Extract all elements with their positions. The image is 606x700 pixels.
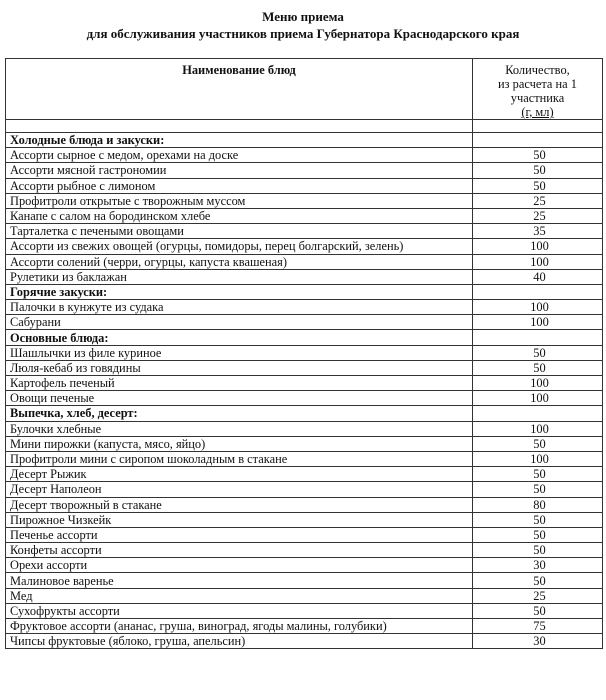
quantity-header-line1: Количество, — [505, 63, 570, 77]
category-name: Основные блюда: — [6, 330, 473, 345]
dish-name: Профитроли мини с сиропом шоколадным в стакане — [6, 451, 473, 466]
dish-name: Мини пирожки (капуста, мясо, яйцо) — [6, 436, 473, 451]
table-row — [6, 451, 603, 466]
dish-name: Конфеты ассорти — [6, 543, 473, 558]
table-row — [6, 436, 603, 451]
menu-table-body — [6, 120, 603, 649]
table-row — [6, 254, 603, 269]
dish-quantity: 50 — [473, 178, 603, 193]
category-row — [6, 284, 603, 299]
dish-quantity: 100 — [473, 315, 603, 330]
dish-name: Фруктовое ассорти (ананас, груша, виноград, ягоды малины, голубики) — [6, 619, 473, 634]
dish-quantity: 100 — [473, 239, 603, 254]
column-header-name-label: Наименование блюд — [182, 63, 296, 77]
dish-name: Мед — [6, 588, 473, 603]
dish-quantity: 100 — [473, 451, 603, 466]
dish-name: Ассорти из свежих овощей (огурцы, помидоры, перец болгарский, зелень) — [6, 239, 473, 254]
table-row — [6, 193, 603, 208]
dish-name: Канапе с салом на бородинском хлебе — [6, 208, 473, 223]
dish-quantity: 50 — [473, 482, 603, 497]
table-header-row — [6, 59, 603, 120]
dish-quantity: 50 — [473, 527, 603, 542]
dish-quantity: 100 — [473, 421, 603, 436]
dish-quantity: 25 — [473, 208, 603, 223]
table-row — [6, 163, 603, 178]
table-row — [6, 148, 603, 163]
dish-quantity: 50 — [473, 603, 603, 618]
table-row — [6, 239, 603, 254]
dish-name: Ассорти мясной гастрономии — [6, 163, 473, 178]
dish-quantity: 30 — [473, 558, 603, 573]
dish-quantity: 100 — [473, 391, 603, 406]
dish-quantity: 100 — [473, 376, 603, 391]
dish-name: Ассорти рыбное с лимоном — [6, 178, 473, 193]
dish-name: Малиновое варенье — [6, 573, 473, 588]
quantity-header-line3: участника — [510, 91, 565, 105]
dish-quantity: 35 — [473, 224, 603, 239]
document-title: Меню приема — [262, 9, 344, 24]
category-name: Холодные блюда и закуски: — [6, 133, 473, 148]
dish-quantity: 80 — [473, 497, 603, 512]
dish-quantity: 25 — [473, 193, 603, 208]
dish-name: Ассорти сырное с медом, орехами на доске — [6, 148, 473, 163]
dish-name: Сабурани — [6, 315, 473, 330]
table-row — [6, 527, 603, 542]
column-header-quantity — [473, 59, 603, 120]
table-row — [6, 482, 603, 497]
table-row — [6, 224, 603, 239]
table-row — [6, 269, 603, 284]
dish-name: Булочки хлебные — [6, 421, 473, 436]
table-row — [6, 497, 603, 512]
spacer-cell — [473, 120, 603, 133]
dish-quantity: 50 — [473, 360, 603, 375]
category-name: Горячие закуски: — [6, 284, 473, 299]
dish-quantity: 25 — [473, 588, 603, 603]
dish-quantity: 75 — [473, 619, 603, 634]
quantity-header-line4: (г, мл) — [521, 105, 554, 119]
dish-quantity: 100 — [473, 254, 603, 269]
dish-name: Сухофрукты ассорти — [6, 603, 473, 618]
table-row — [6, 300, 603, 315]
dish-quantity: 40 — [473, 269, 603, 284]
dish-name: Десерт творожный в стакане — [6, 497, 473, 512]
dish-name: Печенье ассорти — [6, 527, 473, 542]
dish-name: Люля-кебаб из говядины — [6, 360, 473, 375]
category-name: Выпечка, хлеб, десерт: — [6, 406, 473, 421]
table-row — [6, 603, 603, 618]
table-row — [6, 619, 603, 634]
dish-quantity: 50 — [473, 163, 603, 178]
dish-name: Тарталетка с печеными овощами — [6, 224, 473, 239]
dish-quantity: 50 — [473, 436, 603, 451]
table-row — [6, 315, 603, 330]
dish-name: Шашлычки из филе куриное — [6, 345, 473, 360]
dish-name: Профитроли открытые с творожным муссом — [6, 193, 473, 208]
dish-quantity: 50 — [473, 345, 603, 360]
table-row — [6, 573, 603, 588]
spacer-cell — [6, 120, 473, 133]
table-row — [6, 345, 603, 360]
dish-quantity: 30 — [473, 634, 603, 649]
category-row — [6, 330, 603, 345]
dish-quantity — [473, 406, 603, 421]
table-spacer-row — [6, 120, 603, 133]
dish-name: Овощи печеные — [6, 391, 473, 406]
dish-name: Ассорти солений (черри, огурцы, капуста квашеная) — [6, 254, 473, 269]
column-header-name — [6, 59, 473, 120]
table-row — [6, 421, 603, 436]
dish-name: Пирожное Чизкейк — [6, 512, 473, 527]
dish-name: Палочки в кунжуте из судака — [6, 300, 473, 315]
table-row — [6, 360, 603, 375]
document-subtitle: для обслуживания участников приема Губернатора Краснодарского края — [86, 26, 520, 41]
table-row — [6, 634, 603, 649]
dish-quantity: 50 — [473, 148, 603, 163]
dish-quantity — [473, 133, 603, 148]
dish-quantity: 100 — [473, 300, 603, 315]
table-row — [6, 512, 603, 527]
dish-quantity — [473, 284, 603, 299]
table-row — [6, 543, 603, 558]
table-row — [6, 208, 603, 223]
dish-name: Картофель печеный — [6, 376, 473, 391]
menu-table — [5, 58, 603, 649]
dish-quantity: 50 — [473, 512, 603, 527]
dish-quantity: 50 — [473, 467, 603, 482]
dish-quantity: 50 — [473, 573, 603, 588]
table-row — [6, 588, 603, 603]
category-row — [6, 406, 603, 421]
table-row — [6, 376, 603, 391]
table-row — [6, 391, 603, 406]
table-row — [6, 558, 603, 573]
dish-name: Рулетики из баклажан — [6, 269, 473, 284]
category-row — [6, 133, 603, 148]
dish-quantity: 50 — [473, 543, 603, 558]
table-row — [6, 178, 603, 193]
dish-name: Орехи ассорти — [6, 558, 473, 573]
dish-name: Десерт Рыжик — [6, 467, 473, 482]
dish-quantity — [473, 330, 603, 345]
dish-name: Чипсы фруктовые (яблоко, груша, апельсин) — [6, 634, 473, 649]
dish-name: Десерт Наполеон — [6, 482, 473, 497]
table-row — [6, 467, 603, 482]
quantity-header-line2: из расчета на 1 — [498, 77, 577, 91]
